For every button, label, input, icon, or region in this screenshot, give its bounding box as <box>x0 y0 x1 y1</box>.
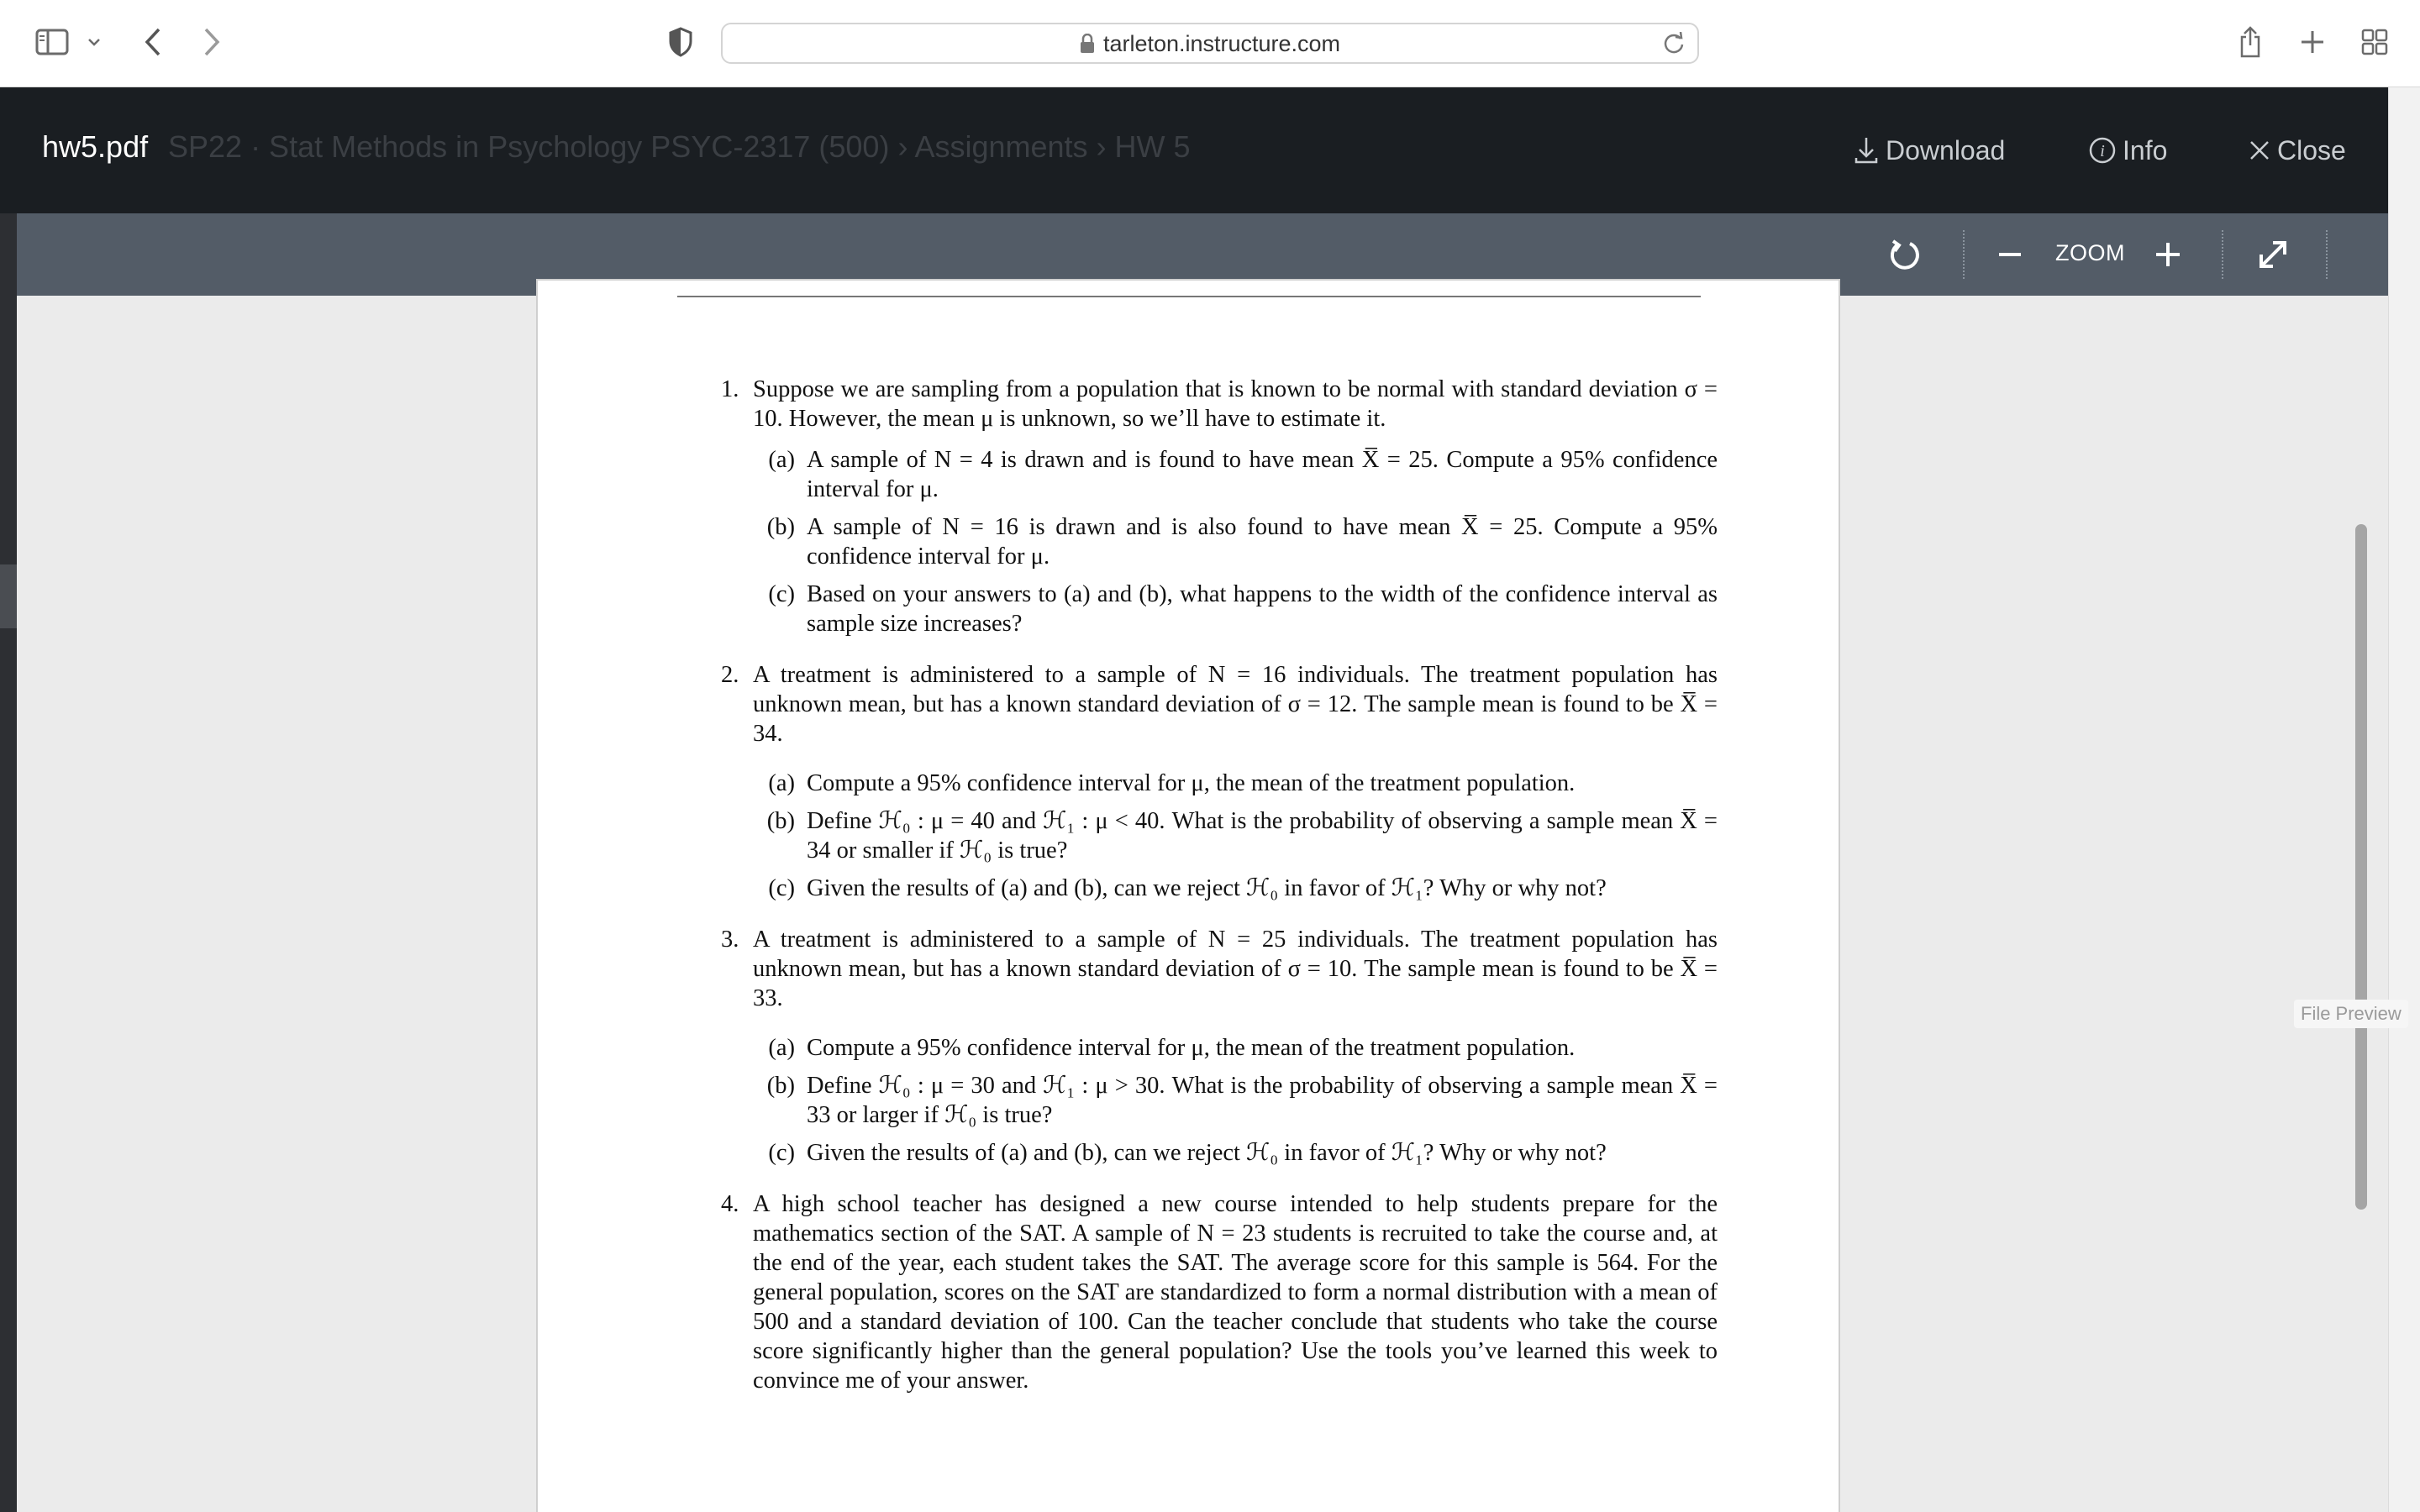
sub-question <box>753 806 1718 865</box>
sub-text: A sample of N = 16 is drawn and is also found to have mean X̅ = 25. Compute a 95% confidence interval for μ. <box>807 514 1718 570</box>
sub-question <box>753 580 1718 638</box>
new-tab-icon[interactable] <box>2296 22 2329 62</box>
question-number: 3. <box>721 927 739 953</box>
download-label: Download <box>1886 134 2006 165</box>
question-number: 2. <box>721 662 739 688</box>
zoom-out-button[interactable] <box>1993 234 2027 276</box>
sub-question <box>753 1071 1718 1130</box>
file-title: hw5.pdf <box>42 129 149 164</box>
toolbar-separator <box>2326 230 2328 279</box>
question-1 <box>721 375 1718 638</box>
sub-label: (a) <box>768 447 795 473</box>
file-preview-tag: File Preview <box>2294 1000 2408 1028</box>
download-button[interactable] <box>1854 131 2005 170</box>
close-label: Close <box>2277 134 2346 165</box>
info-button[interactable] <box>2089 131 2167 170</box>
address-bar[interactable] <box>721 23 1699 64</box>
expand-icon <box>2256 238 2290 271</box>
lock-icon <box>1080 34 1095 54</box>
close-button[interactable] <box>2249 131 2346 170</box>
url-text: tarleton.instructure.com <box>1102 30 1341 56</box>
sub-label: (b) <box>766 514 795 540</box>
question-4 <box>721 1189 1718 1395</box>
svg-text:i: i <box>2100 142 2105 160</box>
tab-overview-icon[interactable] <box>2358 22 2391 62</box>
reload-icon[interactable] <box>1662 32 1686 55</box>
zoom-in-button[interactable] <box>2151 234 2185 276</box>
question-number: 1. <box>721 376 739 402</box>
document-body <box>721 375 1718 1417</box>
sub-text: A sample of N = 4 is drawn and is found to have mean X̅ = 25. Compute a 95% confidence interval for μ. <box>807 447 1718 502</box>
preview-header <box>0 87 2405 213</box>
sub-label: (c) <box>768 1140 795 1166</box>
forward-icon[interactable] <box>195 22 229 62</box>
viewer-scrollbar-thumb[interactable] <box>2355 524 2367 1210</box>
sub-question <box>753 512 1718 571</box>
sub-label: (c) <box>768 875 795 901</box>
plus-icon <box>2154 241 2181 268</box>
privacy-shield-icon[interactable] <box>664 22 697 62</box>
question-text: A high school teacher has designed a new course intended to help students prepare for the mathematics section of the SAT. A sample of N = 23 students is recruited to take the course and, at the end of the year, each student takes the SAT. The average score for this sample is 564. For the general population, scores on the SAT are standardized to form a normal distribution with a mean of 500 and a standard deviation of 100. Can the teacher conclude that students who take the course score significantly higher than the general population? Use the tools you’ve learned this week to convince me of your answer. <box>753 1191 1718 1394</box>
minus-icon <box>1997 242 2023 267</box>
sub-text: Define ℋ₀ : μ = 30 and ℋ₁ : μ > 30. What is the probability of observing a sample mean X̅ = 33 or larger if ℋ₀ is true? <box>807 1073 1718 1128</box>
breadcrumb: SP22 · Stat Methods in Psychology PSYC-2317 (500) › Assignments › HW 5 <box>168 129 1191 164</box>
sidebar-toggle-icon[interactable] <box>32 22 72 62</box>
sub-text: Define ℋ₀ : μ = 40 and ℋ₁ : μ < 40. What is the probability of observing a sample mean X̅ = 34 or smaller if ℋ₀ is true? <box>807 808 1718 864</box>
browser-toolbar <box>0 0 2420 87</box>
back-icon[interactable] <box>136 22 170 62</box>
share-icon[interactable] <box>2233 22 2267 62</box>
zoom-label: ZOOM <box>2055 240 2125 265</box>
question-text: A treatment is administered to a sample of N = 25 individuals. The treatment population has unknown mean, but has a known standard deviation of σ = 10. The sample mean is found to be X̅ = 33. <box>753 927 1718 1011</box>
sub-text: Based on your answers to (a) and (b), what happens to the width of the confidence interval as sample size increases? <box>807 581 1718 637</box>
sub-text: Given the results of (a) and (b), can we reject ℋ₀ in favor of ℋ₁? Why or why not? <box>807 1140 1607 1166</box>
question-2 <box>721 660 1718 903</box>
sub-question <box>753 1138 1718 1168</box>
toolbar-separator <box>2222 230 2223 279</box>
rotate-button[interactable] <box>1884 234 1926 276</box>
sub-question <box>753 769 1718 798</box>
sub-label: (c) <box>768 581 795 607</box>
sub-label: (b) <box>766 1073 795 1099</box>
sub-label: (b) <box>766 808 795 834</box>
sub-question <box>753 445 1718 504</box>
question-number: 4. <box>721 1191 739 1217</box>
sub-text: Compute a 95% confidence interval for μ, the mean of the treatment population. <box>807 1035 1576 1061</box>
left-strip <box>0 213 17 1512</box>
question-3 <box>721 925 1718 1168</box>
sub-label: (a) <box>768 770 795 796</box>
question-text: A treatment is administered to a sample of N = 16 individuals. The treatment population has unknown mean, but has a known standard deviation of σ = 12. The sample mean is found to be X̅ = 34. <box>753 662 1718 747</box>
sub-text: Compute a 95% confidence interval for μ, the mean of the treatment population. <box>807 770 1576 796</box>
info-label: Info <box>2123 134 2168 165</box>
info-icon <box>2089 137 2116 164</box>
chevron-down-icon[interactable] <box>84 22 104 62</box>
download-icon <box>1854 136 1879 165</box>
question-text: Suppose we are sampling from a population that is known to be normal with standard deviation σ = 10. However, the mean μ is unknown, so we’ll have to estimate it. <box>753 376 1718 432</box>
sub-text: Given the results of (a) and (b), can we reject ℋ₀ in favor of ℋ₁? Why or why not? <box>807 875 1607 901</box>
page-rule <box>677 296 1701 297</box>
toolbar-separator <box>1963 230 1965 279</box>
sub-question <box>753 874 1718 903</box>
sub-label: (a) <box>768 1035 795 1061</box>
rotate-icon <box>1888 238 1922 271</box>
close-icon <box>2249 139 2270 161</box>
sub-question <box>753 1033 1718 1063</box>
page-scrollbar[interactable] <box>2388 87 2420 1512</box>
fullscreen-button[interactable] <box>2254 234 2292 276</box>
